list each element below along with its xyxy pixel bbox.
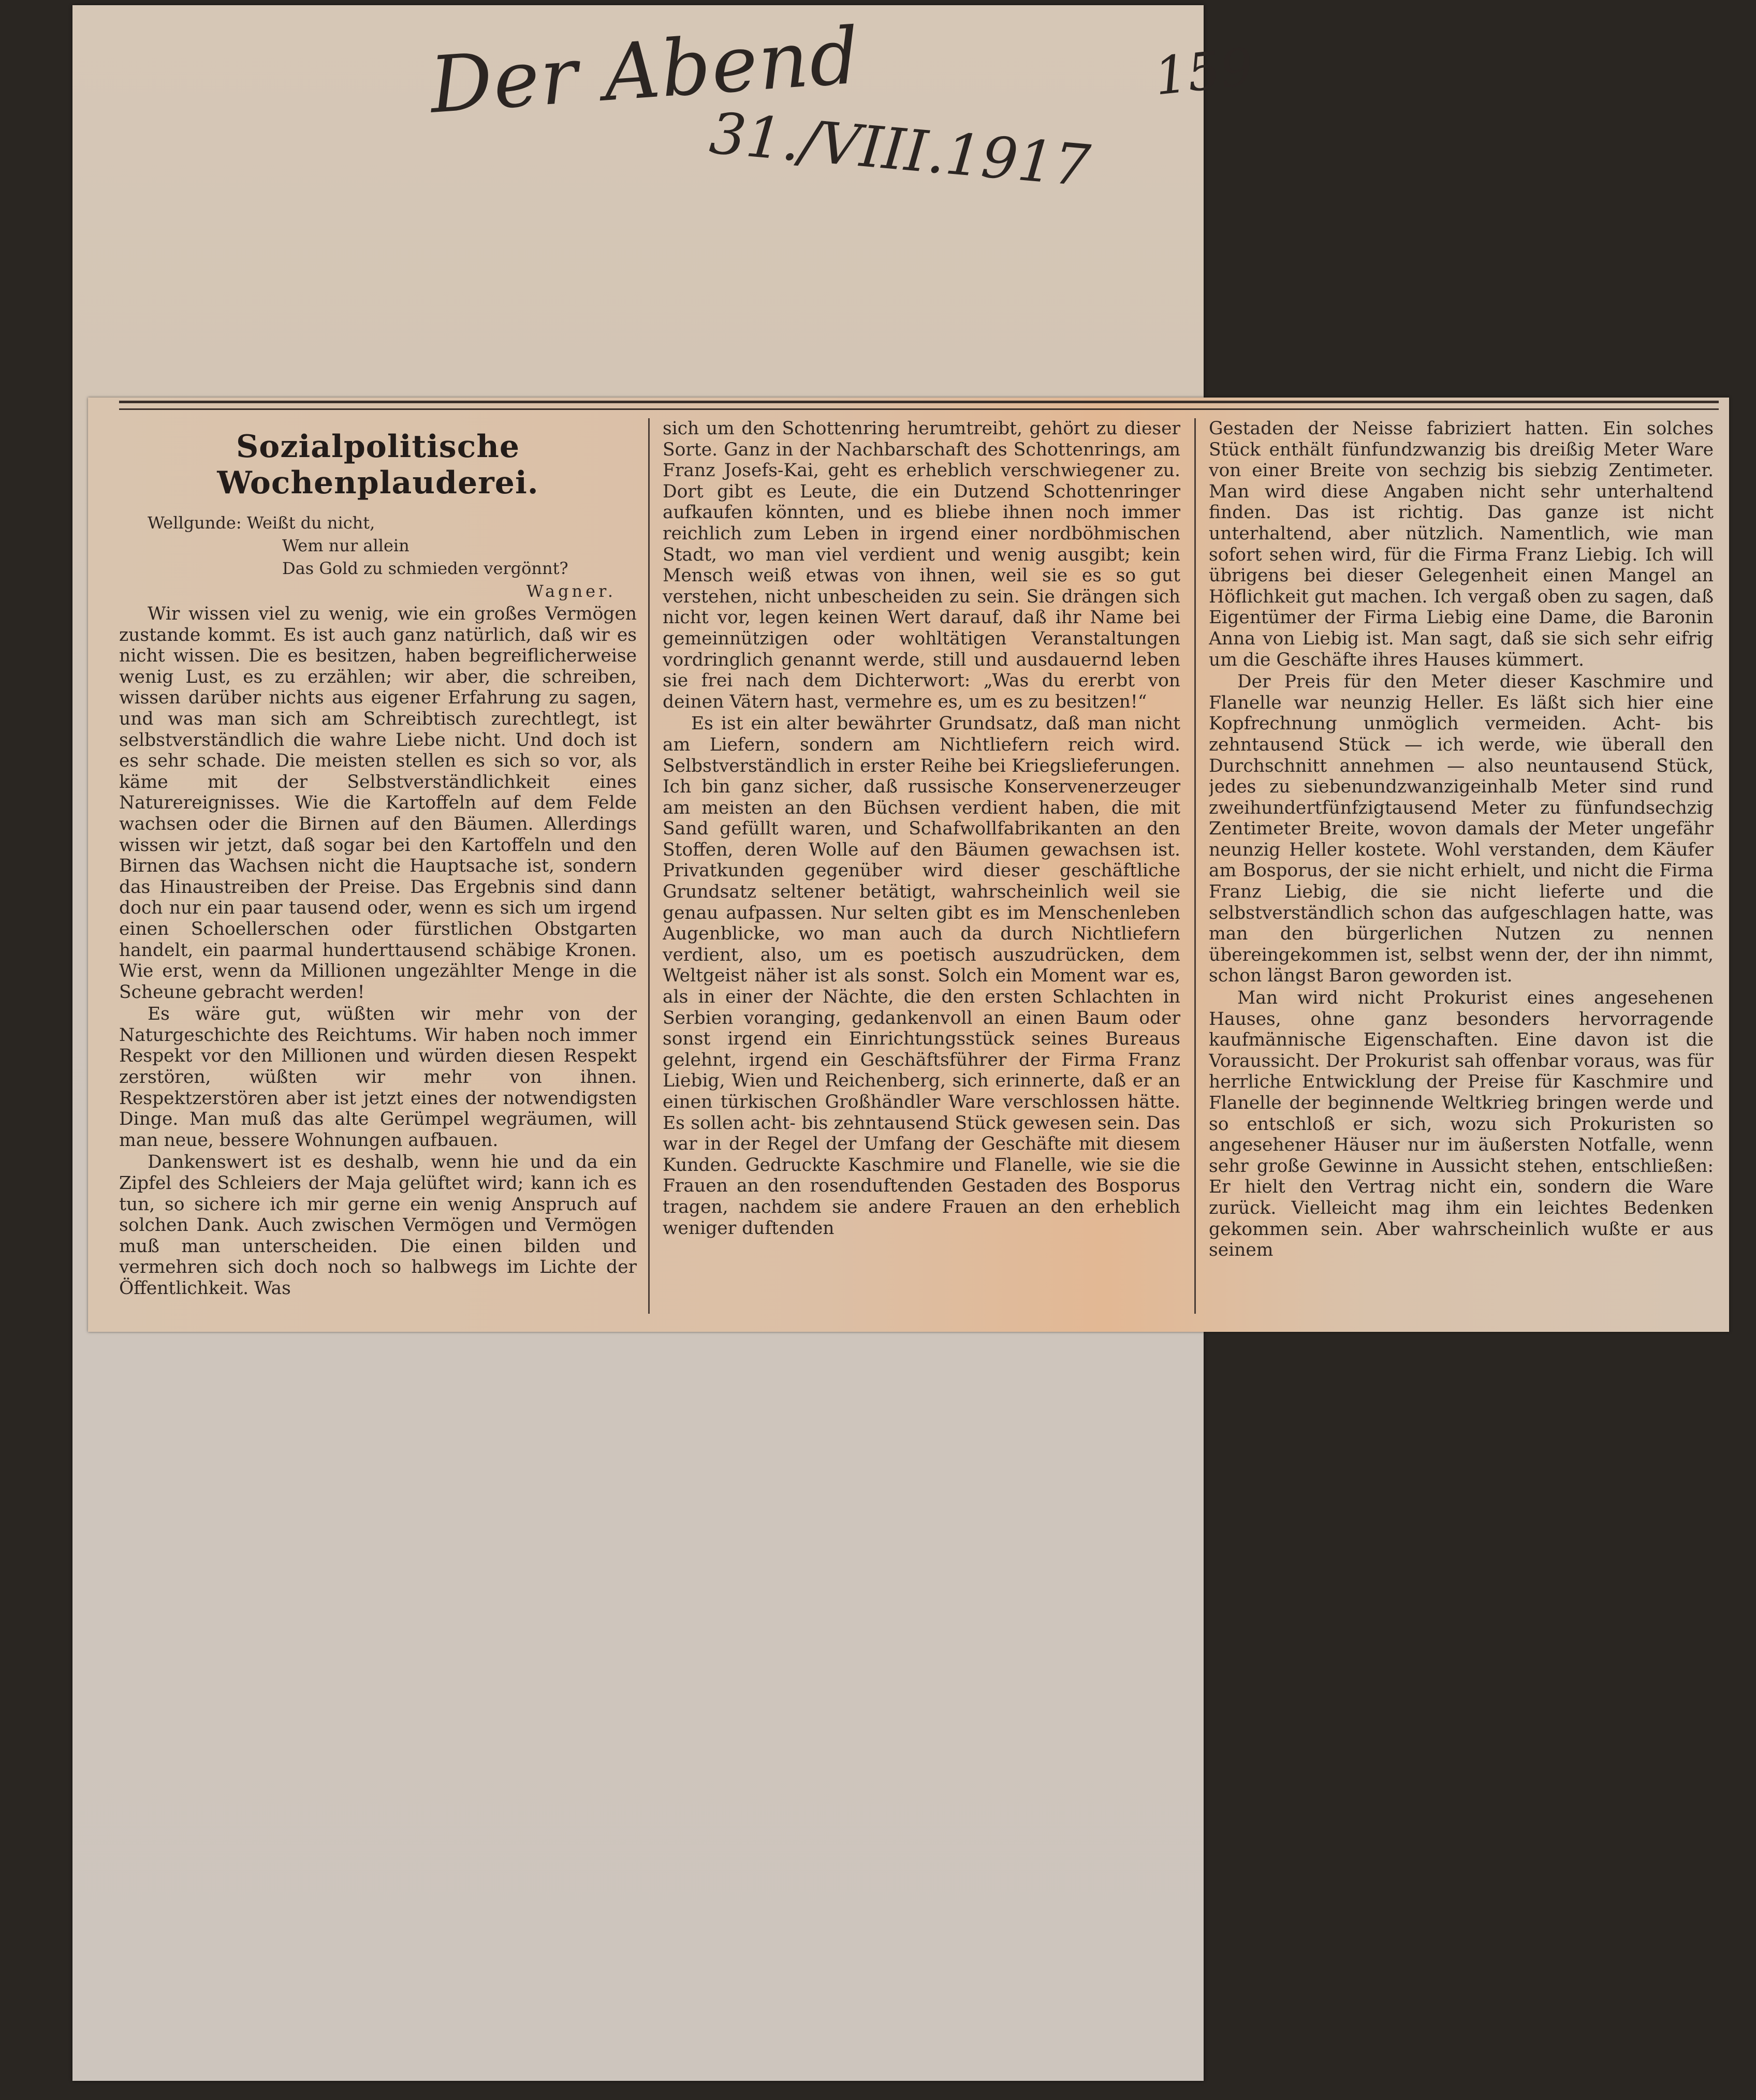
- paragraph: Gestaden der Neisse fabriziert hatten. Ein solches Stück enthält fünfundzwanzig bis dreißig Meter Ware von einer Breite von sechzig bis siebzig Zentimeter. Man wird diese Angaben nicht sehr unterhaltend finden. Das ist richtig. Das ganze ist nicht unterhaltend, aber nützlich. Namentlich, wie man sofort sehen wird, für die Firma Franz Liebig. Ich will übrigens bei dieser Gelegenheit einen Mangel an Höflichkeit gut machen. Ich vergaß oben zu sagen, daß Eigentümer der Firma Liebig eine Dame, die Baronin Anna von Liebig ist. Man sagt, daß sie sich sehr eifrig um die Geschäfte ihres Hauses kümmert.: [1209, 418, 1714, 670]
- paragraph: Der Preis für den Meter dieser Kaschmire und Flanelle war neunzig Heller. Es läßt sich hier eine Kopfrechnung unmöglich vermeiden. Acht- bis zehntausend Stück — ich werde, wie überall den Durchschnitt annehmen — also neuntausend Stück, jedes zu siebenundzwanzigeinhalb Meter sind rund zweihundertfünfzigtausend Meter zu fünfundsechzig Zentimeter Breite, wovon damals der Meter ungefähr neunzig Heller kostete. Wohl verstanden, dem Käufer am Bosporus, der sie nicht erhielt, und nicht die Firma Franz Liebig, die sie nicht lieferte und die selbstverständlich schon das aufgeschlagen hatte, was man den bürgerlichen Nutzen zu nennen übereingekommen ist, selbst wenn der, der ihn nimmt, schon längst Baron geworden ist.: [1209, 671, 1714, 987]
- epigraph-line-2: Wem nur allein: [282, 536, 409, 555]
- epigraph-author: Wagner.: [526, 581, 616, 601]
- epigraph-speaker: Wellgunde:: [148, 513, 242, 533]
- epigraph-line-1: Weißt du nicht,: [246, 513, 375, 533]
- column-divider: [1194, 418, 1196, 1314]
- handwritten-newspaper-name: Der Abend: [427, 11, 864, 131]
- column-3: [1209, 418, 1714, 1316]
- paragraph: Es wäre gut, wüßten wir mehr von der Naturgeschichte des Reichtums. Wir haben noch immer Respekt vor den Millionen und würden diesen Respekt zerstören, wüßten wir mehr von ihnen. Respektzerstören aber ist jetzt eines der notwendigsten Dinge. Man muß das alte Gerümpel wegräumen, will man neue, bessere Wohnungen aufbauen.: [119, 1004, 637, 1151]
- paragraph: Es ist ein alter bewährter Grundsatz, daß man nicht am Liefern, sondern am Nichtliefern reich wird. Selbstverständlich in erster Reihe bei Kriegslieferungen. Ich bin ganz sicher, daß russische Konservenerzeuger am meisten an den Büchsen verdient haben, die mit Sand gefüllt waren, und Schafwollfabrikanten an den Stoffen, deren Wolle auf den Bäumen gewachsen ist. Privatkunden gegenüber wird dieser geschäftliche Grundsatz seltener betätigt, wahrscheinlich weil sie genau aufpassen. Nur selten gibt es im Menschenleben Augenblicke, wo man auch da durch Nichtliefern verdient, also, um es poetisch auszudrücken, dem Weltgeist näher ist als sonst. Solch ein Moment war es, als in einer der Nächte, die den ersten Schlachten in Serbien voranging, gedankenvoll an einen Baum oder sonst irgend ein Einrichtungsstück seines Bureaus gelehnt, irgend ein Geschäftsführer der Firma Franz Liebig, Wien und Reichenberg, sich erinnerte, daß er an einen türkischen Großhändler Ware verschlossen hätte. Es sollen acht- bis zehntausend Stück gewesen sein. Das war in der Regel der Umfang der Geschäfte mit diesem Kunden. Gedruckte Kaschmire und Flanelle, wie sie die Frauen an den rosenduftenden Gestaden des Bosporus tragen, nachdem sie andere Frauen an den erheblich weniger duftenden: [663, 713, 1180, 1239]
- article-headline: Sozialpolitische Wochenplauderei.: [217, 429, 539, 501]
- column-1: [119, 418, 637, 1316]
- paragraph: sich um den Schottenring herumtreibt, gehört zu dieser Sorte. Ganz in der Nachbarschaft des Schottenrings, am Franz Josefs-Kai, geht es erheblich verschwiegener zu. Dort gibt es Leute, die ein Dutzend Schottenringer aufkaufen könnten, und es bliebe ihnen noch immer reichlich zum Leben in irgend einer nordböhmischen Stadt, wo man viel verdient und wenig ausgibt; kein Mensch weiß etwas von ihnen, weil sie es so gut verstehen, nicht unbescheiden zu sein. Sie drängen sich nicht vor, legen keinen Wert darauf, daß ihr Name bei gemeinnützigen oder wohltätigen Veranstaltungen vordringlich genannt werde, still und ausdauernd leben sie frei nach dem Dichterwort: „Was du ererbt von deinen Vätern hast, vermehre es, um es zu besitzen!“: [663, 418, 1180, 712]
- handwritten-date: 31./VIII.1917: [707, 100, 1093, 199]
- header-rule: [119, 401, 1719, 410]
- paragraph: Dankenswert ist es deshalb, wenn hie und da ein Zipfel des Schleiers der Maja gelüftet wird; kann ich es tun, so sichere ich mir gerne ein wenig Anspruch auf solchen Dank. Auch zwischen Vermögen und Vermögen muß man unterscheiden. Die einen bilden und vermehren sich doch noch so halbwegs im Lichte der Öffentlichkeit. Was: [119, 1152, 637, 1299]
- paragraph: Wir wissen viel zu wenig, wie ein großes Vermögen zustande kommt. Es ist auch ganz natürlich, daß wir es nicht wissen. Die es besitzen, haben begreiflicherweise wenig Lust, es zu erzählen; wir aber, die schreiben, wissen darüber nichts aus eigener Erfahrung zu sagen, und was man sich am Schreibtisch zurechtlegt, ist selbstverständlich die wahre Liebe nicht. Und doch ist es sehr schade. Die meisten stellen es sich so vor, als käme mit der Selbstverständlichkeit eines Naturereignisses. Wie die Kartoffeln auf dem Felde wachsen oder die Birnen auf den Bäumen. Allerdings wissen wir jetzt, daß sogar bei den Kartoffeln und den Birnen das Wachsen nicht die Hauptsache ist, sondern das Hinaustreiben der Preise. Das Ergebnis sind dann doch nur ein paar tausend oder, wenn es sich um irgend einen Schoellerschen oder fürstlichen Obstgarten handelt, ein paarmal hunderttausend schäbige Kronen. Wie erst, wenn da Millionen ungezählter Menge in die Scheune gebracht werden!: [119, 604, 637, 1003]
- epigraph-line-3: Das Gold zu schmieden vergönnt?: [282, 559, 568, 578]
- paragraph: Man wird nicht Prokurist eines angesehenen Hauses, ohne ganz besonders hervorragende kaufmännische Eigenschaften. Eine davon ist die Voraussicht. Der Prokurist sah offenbar voraus, was für herrliche Entwicklung der Preise für Kaschmire und Flanelle der beginnende Weltkrieg bringen werde und so entschloß er sich, wozu sich Prokuristen so angesehener Häuser nur im äußersten Notfalle, wenn sehr große Gewinne in Aussicht stehen, entschließen: Er hielt den Vertrag nicht ein, sondern die Ware zurück. Vielleicht mag ihm ein leichtes Bedenken gekommen sein. Aber wahrscheinlich wußte er aus seinem: [1209, 988, 1714, 1261]
- folio-number: 159: [1151, 36, 1256, 107]
- epigraph: [119, 511, 637, 603]
- column-2: [663, 418, 1180, 1316]
- newspaper-clipping: [88, 398, 1729, 1332]
- column-divider: [648, 418, 650, 1314]
